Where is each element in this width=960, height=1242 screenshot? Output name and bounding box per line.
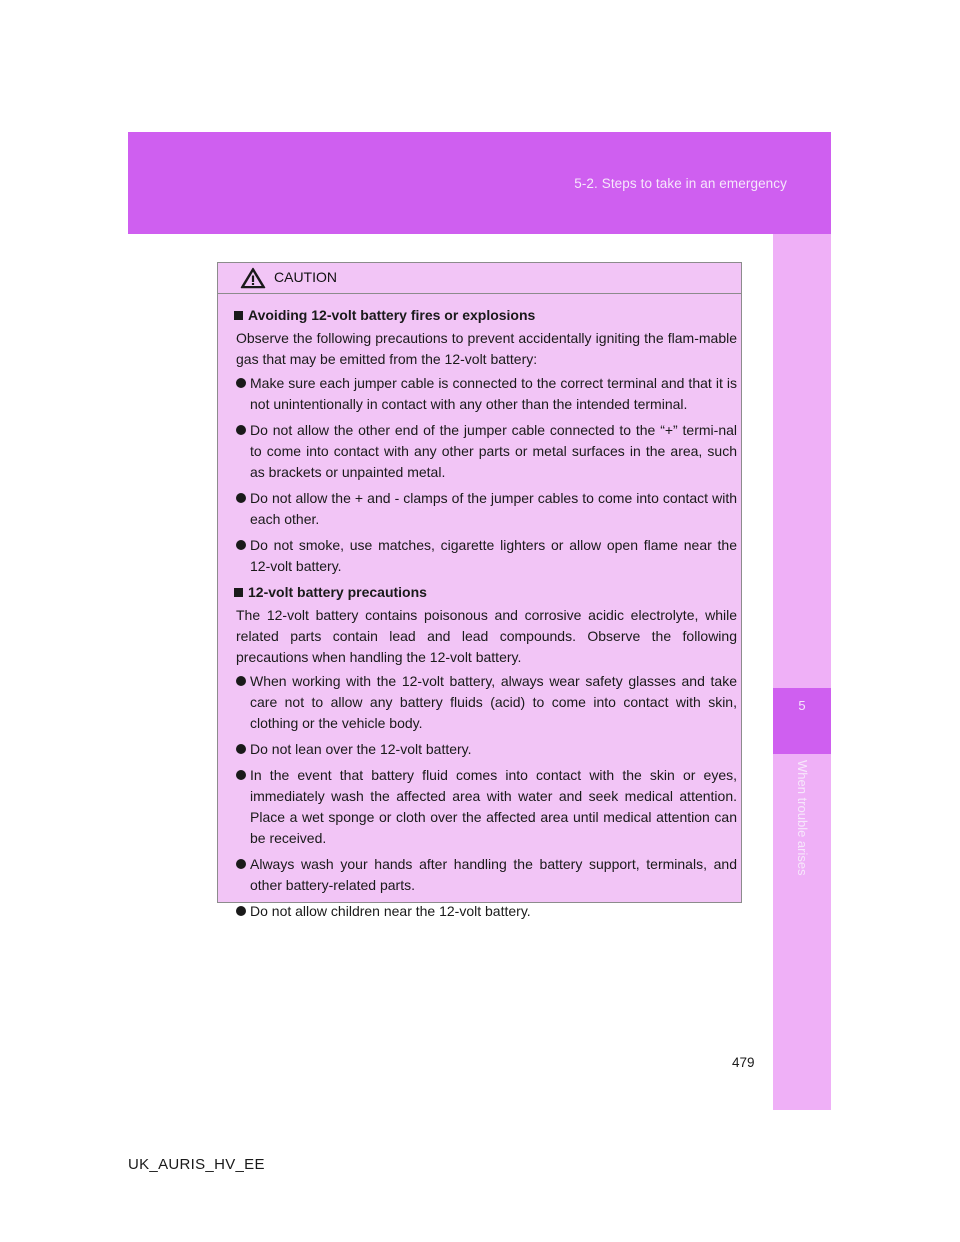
section-title: 5-2. Steps to take in an emergency — [574, 176, 787, 191]
list-item: Make sure each jumper cable is connected to the correct terminal and that it is not unintentionally in contact with any other than the intended terminal. — [232, 373, 737, 415]
chapter-number-box — [773, 688, 831, 754]
caution-box — [217, 262, 742, 919]
bullet-dot-icon — [236, 770, 246, 780]
list-item: Always wash your hands after handling the battery support, terminals, and other battery-related parts. — [232, 854, 737, 896]
paragraph: The 12-volt battery contains poisonous and corrosive acidic electrolyte, while related parts contain lead and lead compounds. Observe the following precautions when handling the 12-volt battery. — [236, 607, 737, 665]
bullet-dot-icon — [236, 676, 246, 686]
list-item: Do not allow children near the 12-volt battery. — [232, 901, 737, 922]
topic-heading: 12-volt battery precautions — [232, 582, 737, 603]
bullet-dot-icon — [236, 744, 246, 754]
chapter-label: When trouble arises — [795, 760, 810, 876]
list-item: When working with the 12-volt battery, always wear safety glasses and take care not to allow any battery fluids (acid) to come into contact with skin, clothing or the vehicle body. — [232, 671, 737, 734]
chapter-side-tab — [773, 234, 831, 1110]
topic-heading: Avoiding 12-volt battery fires or explosions — [232, 305, 737, 326]
chapter-number: 5 — [798, 698, 806, 713]
bullet-dot-icon — [236, 906, 246, 916]
bullet-dot-icon — [236, 859, 246, 869]
caution-label: CAUTION — [274, 269, 337, 285]
bullet-dot-icon — [236, 493, 246, 503]
list-item: Do not allow the + and - clamps of the jumper cables to come into contact with each other. — [232, 488, 737, 530]
caution-header — [218, 263, 741, 294]
page-number: 479 — [732, 1055, 755, 1070]
paragraph: Observe the following precautions to prevent accidentally igniting the flam-mable gas that may be emitted from the 12-volt battery: — [236, 330, 737, 367]
list-item: Do not smoke, use matches, cigarette lighters or allow open flame near the 12-volt battery. — [232, 535, 737, 577]
document-code: UK_AURIS_HV_EE — [128, 1156, 265, 1173]
square-bullet-icon — [234, 588, 243, 597]
header-band — [128, 132, 831, 234]
bullet-dot-icon — [236, 425, 246, 435]
bullet-dot-icon — [236, 378, 246, 388]
square-bullet-icon — [234, 311, 243, 320]
list-item: In the event that battery fluid comes into contact with the skin or eyes, immediately wash the affected area with water and seek medical attention. Place a wet sponge or cloth over the affected area until medical attention can be received. — [232, 765, 737, 849]
list-item: Do not allow the other end of the jumper cable connected to the “+” termi-nal to come into contact with any other parts or metal surfaces in the area, such as brackets or unpainted metal. — [232, 420, 737, 483]
warning-triangle-icon — [240, 267, 266, 289]
caution-body — [218, 294, 741, 922]
list-item: Do not lean over the 12-volt battery. — [232, 739, 737, 760]
bullet-dot-icon — [236, 540, 246, 550]
